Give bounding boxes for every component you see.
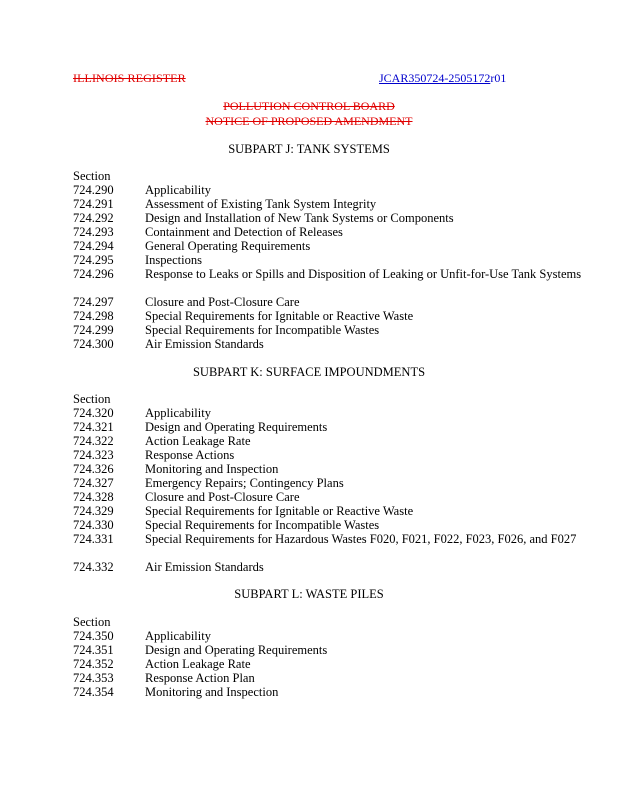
section-title: Closure and Post-Closure Care — [145, 490, 300, 504]
section-number: 724.292 — [73, 211, 114, 225]
section-number: 724.290 — [73, 183, 114, 197]
section-title: Special Requirements for Hazardous Wastes F020, F021, F022, F023, F026, and F027 — [145, 532, 577, 546]
section-title: Monitoring and Inspection — [145, 462, 279, 476]
section-title: Design and Installation of New Tank Systems or Components — [145, 211, 454, 225]
section-title: Monitoring and Inspection — [145, 685, 279, 699]
section-number: 724.354 — [73, 685, 114, 699]
section-number: 724.295 — [73, 253, 114, 267]
section-title: Inspections — [145, 253, 202, 267]
section-title: Action Leakage Rate — [145, 434, 251, 448]
section-number: 724.353 — [73, 671, 114, 685]
section-title: Action Leakage Rate — [145, 657, 251, 671]
section-number: 724.298 — [73, 309, 114, 323]
jcar-suffix: r01 — [490, 71, 507, 85]
section-number: 724.320 — [73, 406, 114, 420]
section-number: 724.331 — [73, 532, 114, 546]
register-title: ILLINOIS REGISTER — [73, 71, 186, 85]
jcar-link[interactable]: JCAR350724-2505172 — [379, 71, 491, 85]
jcar-reference — [379, 71, 506, 86]
section-number: 724.323 — [73, 448, 114, 462]
section-title: Applicability — [145, 183, 211, 197]
subpart-j-title: SUBPART J: TANK SYSTEMS — [228, 142, 390, 156]
section-title: Applicability — [145, 629, 211, 643]
section-title: Containment and Detection of Releases — [145, 225, 343, 239]
section-title: Design and Operating Requirements — [145, 420, 328, 434]
section-number: 724.293 — [73, 225, 114, 239]
section-number: 724.350 — [73, 629, 114, 643]
section-title: Response Actions — [145, 448, 235, 462]
section-title: Special Requirements for Incompatible Wastes — [145, 323, 380, 337]
section-title: Response to Leaks or Spills and Disposition of Leaking or Unfit-for-Use Tank Systems — [145, 267, 582, 281]
section-title: Emergency Repairs; Contingency Plans — [145, 476, 344, 490]
section-number: 724.299 — [73, 323, 114, 337]
section-title: Special Requirements for Incompatible Wastes — [145, 518, 380, 532]
section-number: 724.326 — [73, 462, 114, 476]
section-label: Section — [73, 615, 111, 629]
section-label: Section — [73, 392, 111, 406]
section-number: 724.322 — [73, 434, 114, 448]
section-number: 724.294 — [73, 239, 114, 253]
section-number: 724.352 — [73, 657, 114, 671]
section-label: Section — [73, 169, 111, 183]
section-title: Response Action Plan — [145, 671, 255, 685]
section-number: 724.321 — [73, 420, 114, 434]
section-number: 724.329 — [73, 504, 114, 518]
section-number: 724.328 — [73, 490, 114, 504]
section-number: 724.332 — [73, 560, 114, 574]
section-number: 724.297 — [73, 295, 114, 309]
agency-name: POLLUTION CONTROL BOARD — [223, 99, 395, 113]
section-number: 724.330 — [73, 518, 114, 532]
section-title: Applicability — [145, 406, 211, 420]
section-number: 724.300 — [73, 337, 114, 351]
section-title: Air Emission Standards — [145, 560, 264, 574]
subpart-l-title: SUBPART L: WASTE PILES — [234, 587, 384, 601]
section-number: 724.327 — [73, 476, 114, 490]
section-title: Assessment of Existing Tank System Integrity — [145, 197, 377, 211]
section-number: 724.351 — [73, 643, 114, 657]
section-title: General Operating Requirements — [145, 239, 311, 253]
section-title: Special Requirements for Ignitable or Reactive Waste — [145, 504, 414, 518]
section-number: 724.291 — [73, 197, 114, 211]
section-number: 724.296 — [73, 267, 114, 281]
subpart-k-title: SUBPART K: SURFACE IMPOUNDMENTS — [192, 365, 426, 379]
section-title: Special Requirements for Ignitable or Reactive Waste — [145, 309, 414, 323]
section-title: Closure and Post-Closure Care — [145, 295, 300, 309]
section-title: Air Emission Standards — [145, 337, 264, 351]
section-title: Design and Operating Requirements — [145, 643, 328, 657]
notice-title: NOTICE OF PROPOSED AMENDMENT — [205, 114, 413, 128]
